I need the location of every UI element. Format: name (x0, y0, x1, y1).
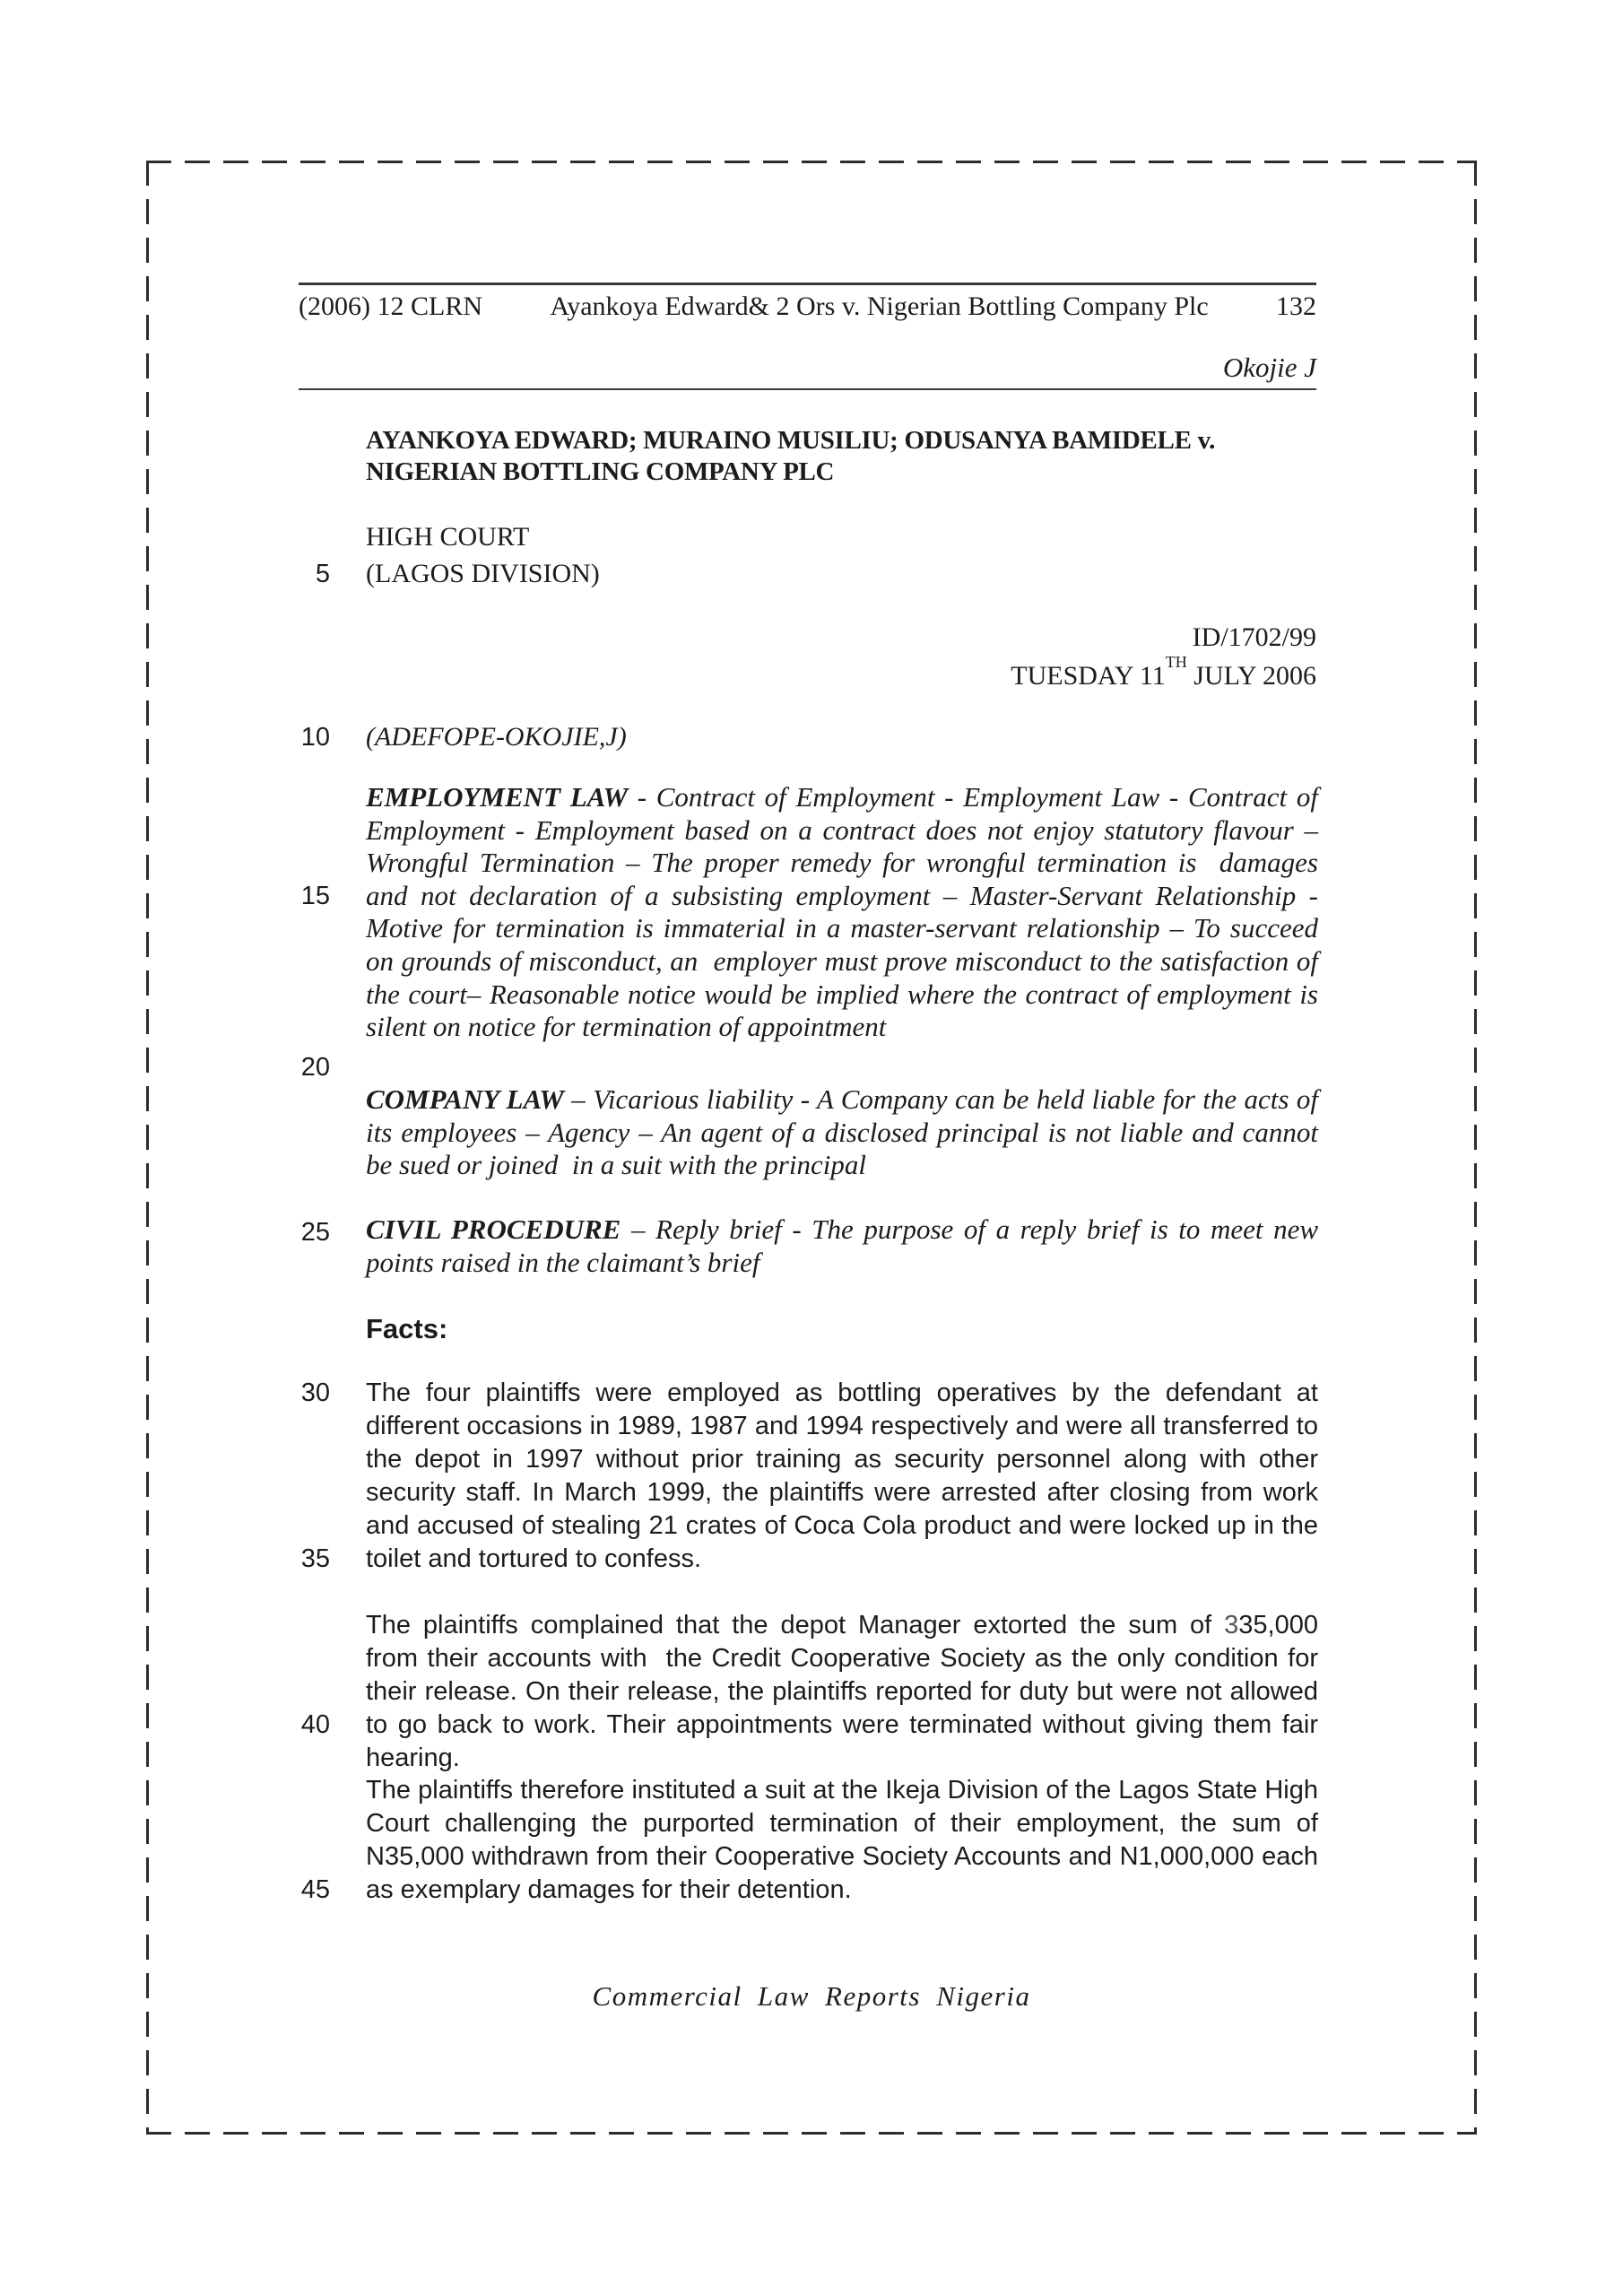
margin-line-number-15: 15 (300, 882, 330, 910)
facts-paragraph-2-rest: 35,000 from their accounts with the Credit Cooperative Society as the only condition for their release. On their release, the plaintiffs reported for duty but were not allowed to go back to work. Their appointments were terminated without giving them fair hearing. (366, 1611, 1326, 1772)
catchwords-employment-law (366, 781, 1325, 1044)
report-citation: (2006) 12 CLRN (299, 291, 482, 321)
header-rule-bottom (299, 388, 1316, 390)
margin-line-number-30: 30 (300, 1378, 330, 1407)
facts-paragraph-2 (366, 1609, 1326, 1775)
hearing-date-ordinal: TH (1165, 652, 1187, 671)
case-title-line1: AYANKOYA EDWARD; MURAINO MUSILIU; ODUSANYA BAMIDELE v. (366, 426, 1216, 455)
facts-heading: Facts: (366, 1313, 448, 1344)
catchword-heading: CIVIL PROCEDURE (366, 1213, 621, 1245)
facts-paragraph-1: The four plaintiffs were employed as bottling operatives by the defendant at different occasions in 1989, 1987 and 1994 respectively and were all transferred to the depot in 1997 without prior training as security personnel along with other security staff. In March 1999, the plaintiffs were arrested after closing from work and accused of stealing 21 crates of Coca Cola product and were locked up in the toilet and tortured to confess. (366, 1378, 1326, 1573)
margin-line-number-45: 45 (300, 1875, 330, 1904)
margin-line-number-35: 35 (300, 1544, 330, 1573)
hearing-date (366, 654, 1316, 691)
running-header (299, 290, 1316, 324)
catchword-heading: EMPLOYMENT LAW (366, 781, 629, 813)
naira-symbol-glyph: 3 (1224, 1611, 1239, 1639)
court-name: HIGH COURT (366, 522, 530, 552)
margin-line-number-10: 10 (300, 723, 330, 752)
page-border-top (146, 161, 1477, 163)
facts-paragraph-2-lead: The plaintiffs complained that the depot Manager extorted the sum of (366, 1611, 1225, 1639)
page-border-bottom (146, 2132, 1477, 2135)
margin-line-number-20: 20 (300, 1053, 330, 1082)
margin-line-number-25: 25 (300, 1218, 330, 1247)
catchword-text: – Reply brief - The purpose of a reply brief is to meet new points raised in the claimant’s brief (366, 1213, 1325, 1278)
header-rule-top (299, 283, 1316, 285)
judge-parenthetical: (ADEFOPE-OKOJIE,J) (366, 722, 627, 752)
margin-line-number-40: 40 (300, 1710, 330, 1739)
judge-attribution: Okojie J (1222, 352, 1316, 383)
footer-publication-name: Commercial Law Reports Nigeria (592, 1980, 1031, 2012)
suit-number: ID/1702/99 (1192, 622, 1316, 652)
page-border-right (1474, 161, 1477, 2135)
page-border-left (146, 161, 149, 2135)
catchword-text: – Vicarious liability - A Company can be held liable for the acts of its employees – Agency – An agent of a disclosed principal is not liable and cannot be sued or joined in a suit with the principal (366, 1083, 1325, 1181)
court-division: (LAGOS DIVISION) (366, 559, 600, 588)
margin-line-number-5: 5 (315, 560, 330, 588)
hearing-date-month-year: JULY 2006 (1186, 661, 1316, 691)
page-number: 132 (1275, 291, 1316, 321)
catchword-text: - Contract of Employment - Employment Law - Contract of Employment - Employment based on a contract does not enjoy statutory flavour – Wrongful Termination – The proper remedy for wrongful termination is damages and not declaration of a subsisting employment – Master-Servant Relationship - Motive for termination is immaterial in a master-servant relationship – To succeed on grounds of misconduct, an employer must prove misconduct to the satisfaction of the court– Reasonable notice would be implied where the contract of employment is silent on notice for termination of appointment (366, 781, 1325, 1043)
catchword-heading: COMPANY LAW (366, 1083, 564, 1115)
running-case-name: Ayankoya Edward& 2 Ors v. Nigerian Bottling Company Plc (550, 291, 1209, 321)
facts-paragraph-3: The plaintiffs therefore instituted a suit at the Ikeja Division of the Lagos State High Court challenging the purported termination of their employment, the sum of N35,000 withdrawn from their Cooperative Society Accounts and N1,000,000 each as exemplary damages for their detention. (366, 1776, 1326, 1904)
case-title-line2: NIGERIAN BOTTLING COMPANY PLC (366, 457, 835, 486)
catchwords-civil-procedure (366, 1213, 1325, 1279)
hearing-date-day: TUESDAY 11 (1011, 661, 1166, 691)
catchwords-company-law (366, 1083, 1325, 1182)
